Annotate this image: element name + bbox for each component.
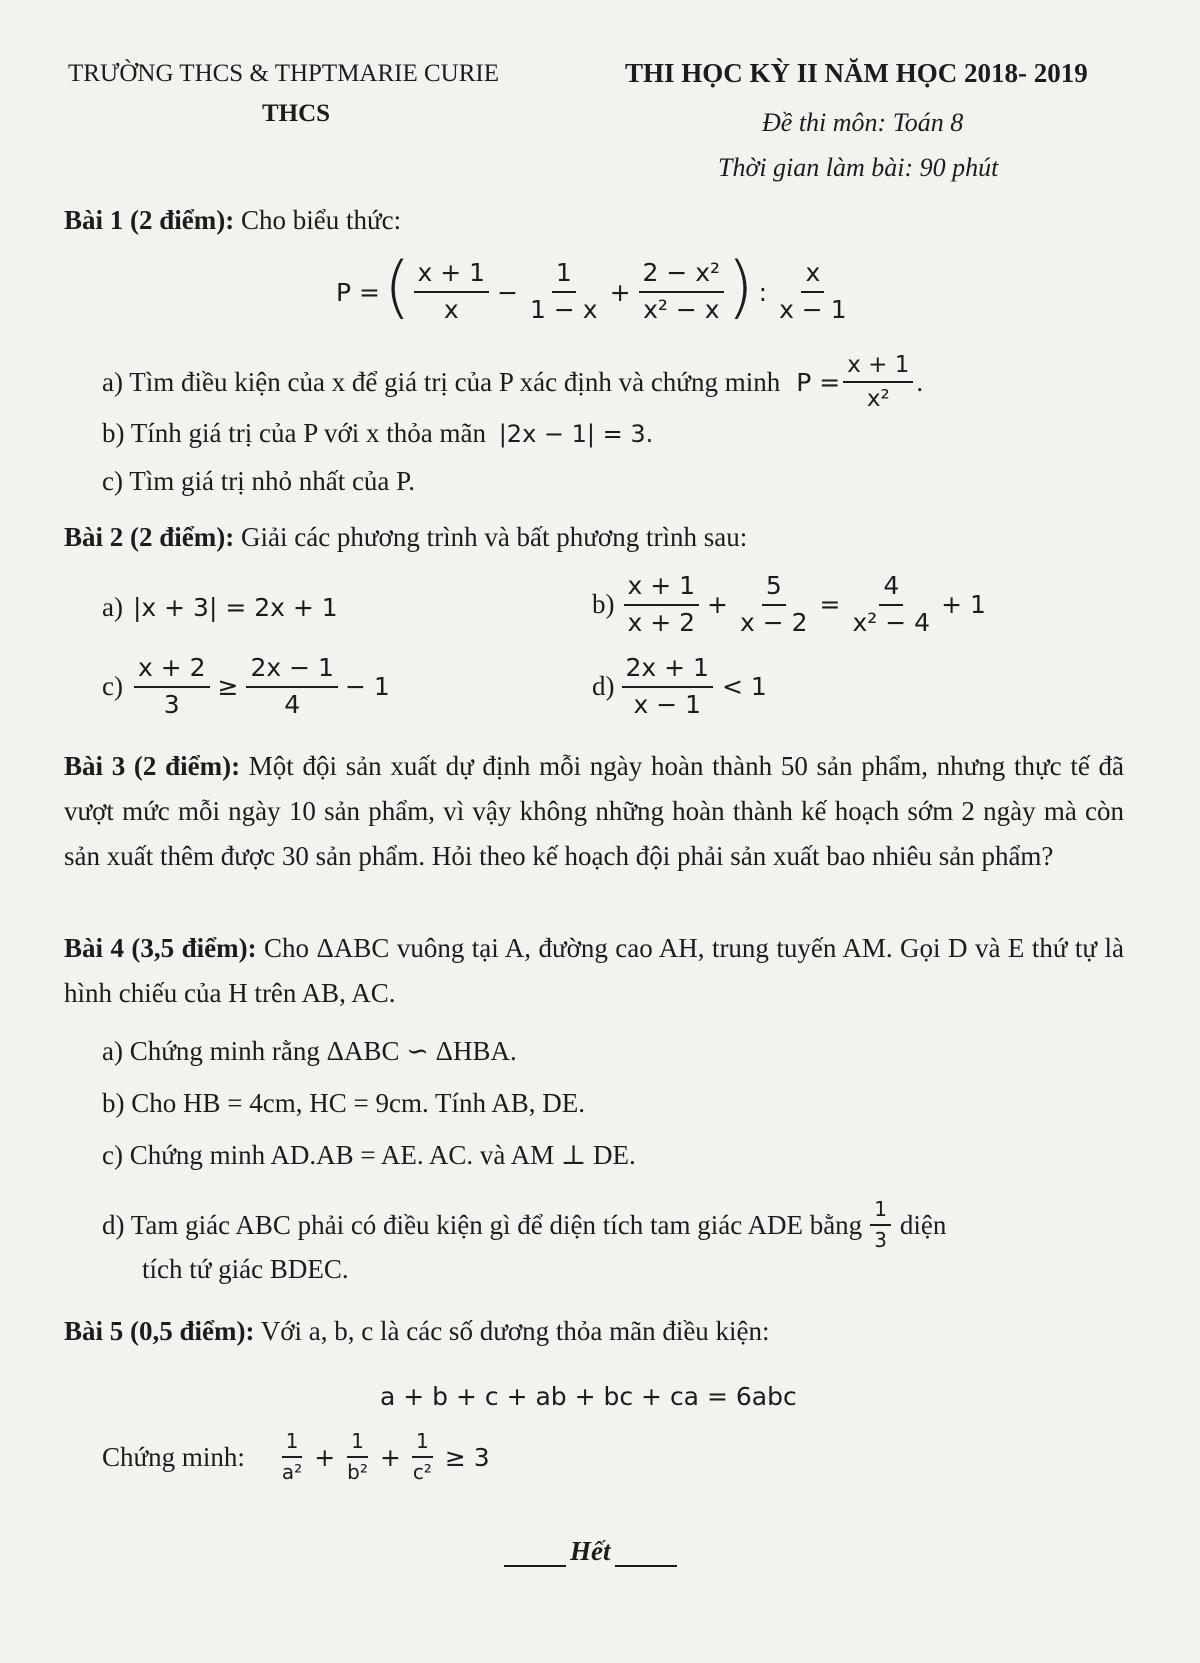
end-marker: Hết [500,1536,681,1567]
school-name: TRƯỜNG THCS & THPTMARIE CURIE [68,60,500,87]
right-paren: ) [727,248,754,327]
end-line-right [615,1565,677,1567]
bai1-heading [64,205,401,236]
bai1-frac-3: $\frac{\text{2 − x²}}{\text{x² − x}}$ [639,259,725,325]
bai5-prove: Chứng minh: $\frac{1}{\text{a²}}$ + $\frac{1}{\text{b²}}$ + $\frac{1}{\text{c²}}$ ≥ 3 [102,1429,490,1484]
bai1-part-a: a) Tìm điều kiện của x để giá trị của P xác định và chứng minh P = $\frac{x + 1}{\text{x²}}$ . [102,352,924,413]
bai1-frac-1: $\frac{x + 1}{x}$ [414,259,490,325]
bai1-frac-2: $\frac{1}{1 - x}$ [530,258,598,324]
bai4-part-d-line2: tích tứ giác BDEC. [142,1254,349,1284]
bai4-part-b: b) Cho HB = 4cm, HC = 9cm. Tính AB, DE. [102,1088,585,1118]
bai4: Bài 4 (3,5 điểm): Cho ΔABC vuông tại A, đường cao AH, trung tuyến AM. Gọi D và E thứ tự là hình chiếu của H trên AB, AC. [64,933,1124,1008]
bai4-part-a: a) Chứng minh rằng ΔABC ∽ ΔHBA. [102,1036,517,1066]
bai1-frac-4: $\frac{x}{x - 1}$ [779,258,847,324]
bai1-expression: P = ( $\frac{x + 1}{x}$ − $\frac{1}{1 - x}$ + $\frac{\text{2 − x²}}{\text{x² − x}}$ ) : $\frac{x}{x - 1}$ [336,258,854,326]
exam-subject: Đề thi môn: Toán 8 [762,108,964,137]
bai1-part-c: c) Tìm giá trị nhỏ nhất của P. [102,466,415,496]
bai4-part-c: c) Chứng minh AD.AB = AE. AC. và AM ⊥ DE. [102,1140,636,1170]
bai2-part-b: b) $\frac{x + 1}{x + 2}$ + $\frac{5}{x - 2}$ = $\frac{4}{\text{x² − 4}}$ + 1 [592,571,986,637]
bai1-label: Bài 1 (2 điểm): [64,205,235,235]
bai2-part-c: c) $\frac{x + 2}{3}$ ≥ $\frac{2x - 1}{4}$ − 1 [102,653,390,719]
bai4-part-d: d) Tam giác ABC phải có điều kiện gì để diện tích tam giác ADE bằng $\frac{1}{3}$ diện [102,1197,947,1252]
bai4-d-frac: $\frac{1}{3}$ [870,1198,891,1252]
bai1-part-b: b) Tính giá trị của P với x thỏa mãn |2x − 1| = 3. [102,418,654,448]
bai1-a-frac: $\frac{x + 1}{\text{x²}}$ [843,352,913,413]
bai1-expr-lhs: P = [336,277,380,307]
bai5-heading: Bài 5 (0,5 điểm): Với a, b, c là các số dương thỏa mãn điều kiện: [64,1316,770,1346]
bai3: Bài 3 (2 điểm): Một đội sản xuất dự định mỗi ngày hoàn thành 50 sản phẩm, nhưng thực tế đã vượt mức mỗi ngày 10 sản phẩm, vì vậy không những hoàn thành kế hoạch sớm 2 ngày mà còn sản xuất thêm được 30 sản phẩm. Hỏi theo kế hoạch đội phải sản xuất bao nhiêu sản phẩm? [64,751,1124,871]
school-level: THCS [262,100,331,127]
exam-duration: Thời gian làm bài: 90 phút [718,153,999,182]
end-line-left [504,1565,566,1567]
bai5-condition: a + b + c + ab + bc + ca = 6abc [380,1382,797,1411]
bai2-heading: Bài 2 (2 điểm): Giải các phương trình và bất phương trình sau: [64,522,748,552]
bai1-intro: Cho biểu thức: [240,205,402,235]
left-paren: ( [383,248,411,327]
bai2-part-d: d) $\frac{2x + 1}{x - 1}$ < 1 [592,653,767,719]
bai2-part-a: a) |x + 3| = 2x + 1 [102,592,338,622]
exam-title: THI HỌC KỲ II NĂM HỌC 2018- 2019 [625,58,1088,88]
